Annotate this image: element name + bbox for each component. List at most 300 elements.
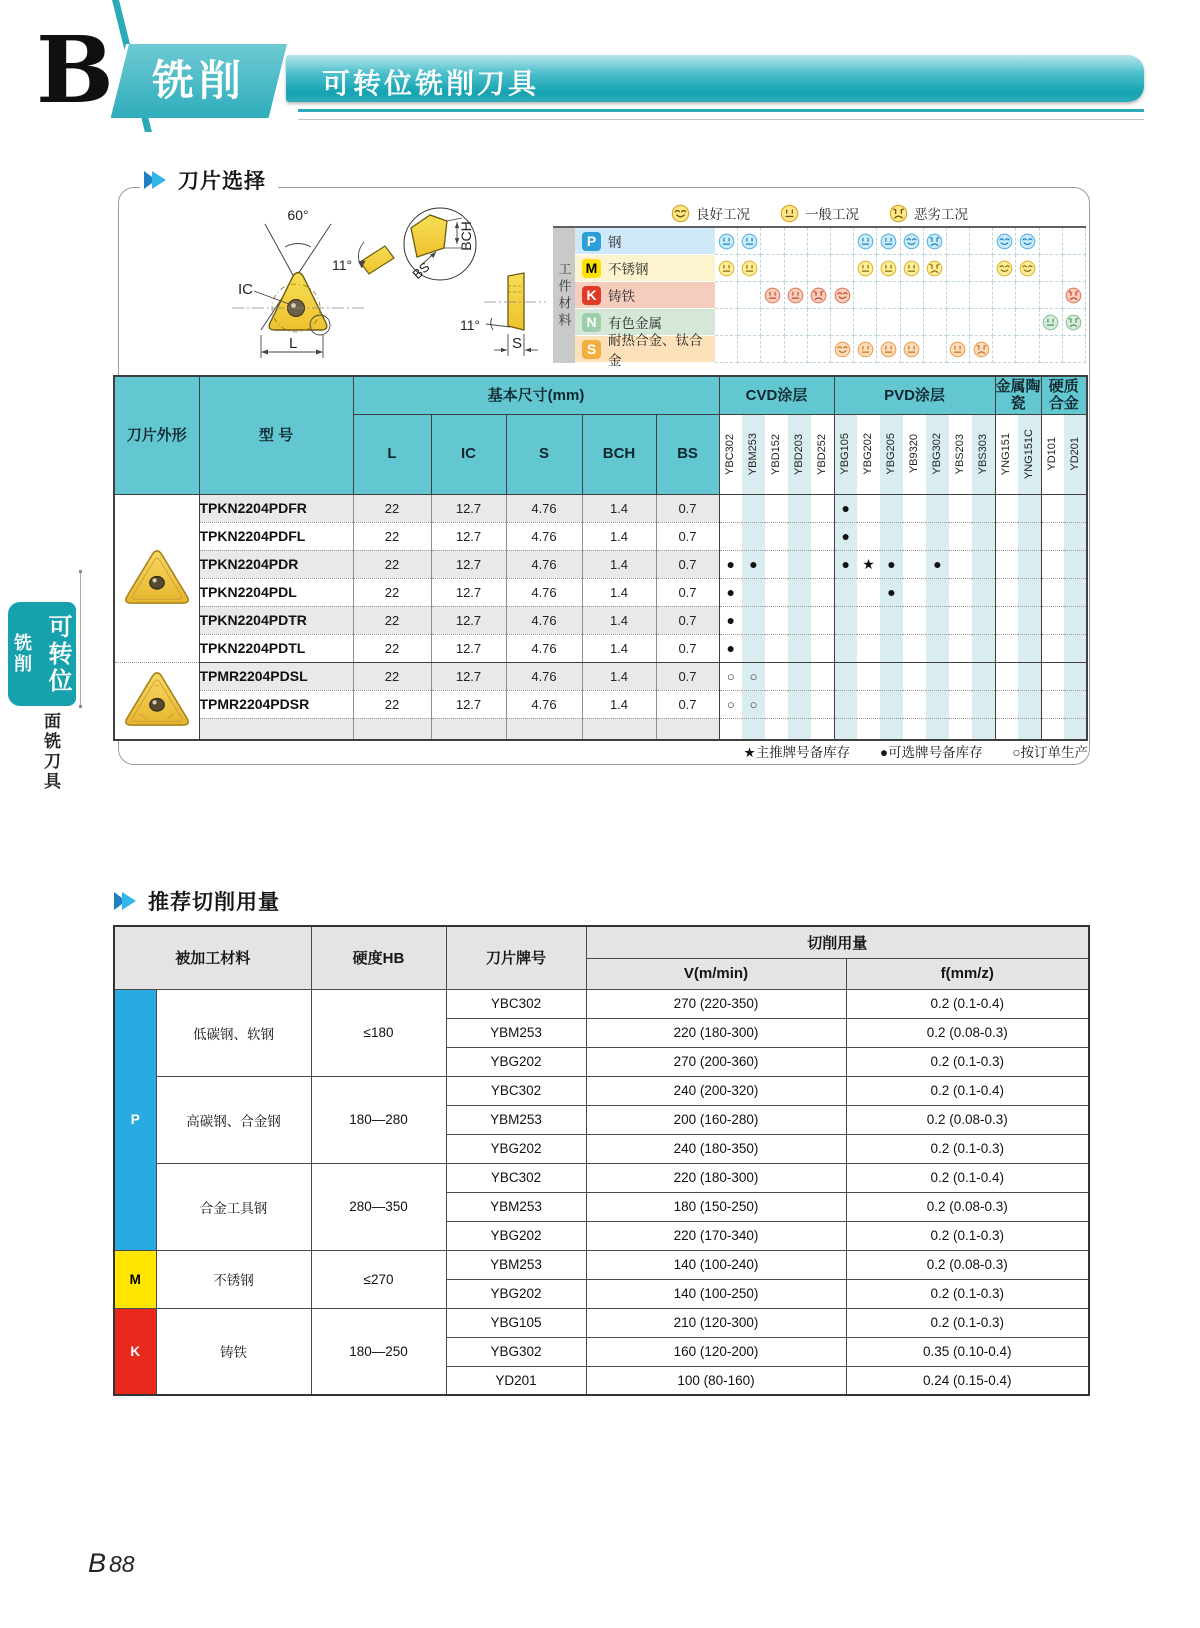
grade-availability-cell: [880, 662, 903, 690]
rating-cell: [785, 309, 808, 336]
grade-availability-cell: [972, 606, 995, 634]
grade-availability-cell: [834, 718, 857, 740]
rating-cell: [808, 228, 831, 255]
legend-item: [671, 203, 750, 223]
dimension-cell: 0.7: [656, 550, 719, 578]
rating-cell: [738, 228, 761, 255]
grade-availability-cell: [903, 606, 926, 634]
grade-availability-cell: [719, 578, 742, 606]
stock-legend: [113, 741, 1088, 761]
cutting-row: [114, 1076, 1089, 1105]
rating-cell: [854, 228, 877, 255]
cutting-row: [114, 1308, 1089, 1337]
grade-cell: YBG302: [446, 1337, 586, 1366]
grade-availability-cell: [742, 522, 765, 550]
grade-column-header: [765, 414, 788, 494]
grade-availability-cell: [995, 522, 1018, 550]
diagram-angle-11a: 11°: [332, 257, 353, 273]
speed-cell: 140 (100-250): [586, 1279, 846, 1308]
rating-cell: [1040, 309, 1063, 336]
column-header: 基本尺寸(mm): [353, 376, 719, 414]
grade-availability-cell: [972, 494, 995, 522]
sad-face-icon: [926, 260, 943, 277]
grade-availability-cell: [1064, 718, 1087, 740]
dimension-cell: 22: [353, 522, 431, 550]
iso-group-badge-K: K: [114, 1308, 156, 1395]
grade-availability-cell: [834, 634, 857, 662]
happy-face-icon: [996, 260, 1013, 277]
model-cell: [199, 718, 353, 740]
dimension-cell: 4.76: [506, 494, 582, 522]
column-header: V(m/min): [586, 958, 846, 989]
grade-label: YNG151C: [1022, 428, 1035, 480]
grade-column-header: [834, 414, 857, 494]
feed-cell: 0.2 (0.1-0.3): [846, 1308, 1089, 1337]
grade-column-header: [811, 414, 834, 494]
grade-availability-cell: [857, 634, 880, 662]
grade-availability-cell: [834, 606, 857, 634]
grade-availability-cell: [788, 578, 811, 606]
dimension-cell: 1.4: [582, 662, 656, 690]
grade-availability-cell: [719, 522, 742, 550]
sidebar-category: 面铣刀具: [41, 712, 60, 792]
grade-availability-cell: [972, 634, 995, 662]
insert-table: [113, 375, 1088, 741]
cutting-parameters-table: [113, 925, 1090, 1396]
rating-cell: [947, 336, 970, 363]
hardness-cell: 180—250: [311, 1308, 446, 1395]
double-chevron-icon: [142, 170, 170, 190]
insert-shape-image: [120, 666, 194, 730]
double-chevron-icon: [112, 891, 140, 911]
happy-face-icon: [1019, 233, 1036, 250]
stock-legend-star: ★主推牌号备库存: [743, 745, 851, 760]
grade-availability-cell: [1018, 718, 1041, 740]
dot-mark: ●: [726, 639, 735, 656]
rating-cell: [947, 255, 970, 282]
grade-availability-cell: [1018, 606, 1041, 634]
rating-cell: [831, 309, 854, 336]
rating-cell: [1063, 309, 1086, 336]
grade-column-header: [926, 414, 949, 494]
neutral-face-icon: [857, 260, 874, 277]
rating-cell: [993, 309, 1016, 336]
grade-availability-cell: [903, 522, 926, 550]
dimension-cell: 22: [353, 494, 431, 522]
dimension-cell: 4.76: [506, 690, 582, 718]
grade-label: YBS203: [954, 433, 966, 475]
rating-cell: [901, 282, 924, 309]
grade-availability-cell: [742, 606, 765, 634]
dimension-cell: 22: [353, 578, 431, 606]
rating-cell: [1016, 309, 1039, 336]
grade-availability-cell: [972, 522, 995, 550]
rating-cell: [877, 255, 900, 282]
category-box: [108, 44, 287, 118]
neutral-face-icon: [857, 341, 874, 358]
dimension-cell: 22: [353, 662, 431, 690]
model-cell: TPKN2204PDL: [199, 578, 353, 606]
grade-label: YBD152: [770, 433, 782, 475]
grade-availability-cell: [949, 690, 972, 718]
rating-cell: [831, 228, 854, 255]
dot-mark: ●: [726, 583, 735, 600]
feed-cell: 0.2 (0.1-0.4): [846, 1163, 1089, 1192]
rating-cell: [1016, 336, 1039, 363]
grade-availability-cell: [995, 662, 1018, 690]
dimension-cell: 4.76: [506, 634, 582, 662]
column-header: 硬质合金: [1041, 376, 1087, 414]
column-header: IC: [431, 414, 506, 494]
grade-availability-cell: [926, 550, 949, 578]
diagram-label-bs: BS: [409, 259, 433, 283]
grade-availability-cell: [903, 494, 926, 522]
column-header: CVD涂层: [719, 376, 834, 414]
rating-cell: [901, 309, 924, 336]
speed-cell: 180 (150-250): [586, 1192, 846, 1221]
grade-availability-cell: [719, 494, 742, 522]
material-cell: 低碳钢、软钢: [156, 989, 311, 1076]
grade-availability-cell: [719, 550, 742, 578]
grade-availability-cell: [880, 606, 903, 634]
grade-availability-cell: [788, 522, 811, 550]
material-cell: 不锈钢: [156, 1250, 311, 1308]
dot-mark: ●: [887, 583, 896, 600]
speed-cell: 270 (200-360): [586, 1047, 846, 1076]
grade-availability-cell: [719, 718, 742, 740]
grade-availability-cell: [880, 634, 903, 662]
dimension-cell: 22: [353, 606, 431, 634]
page-number: [88, 1548, 135, 1579]
header-rule-gray: [298, 119, 1144, 120]
grade-availability-cell: [1018, 494, 1041, 522]
feed-cell: 0.2 (0.1-0.4): [846, 1076, 1089, 1105]
sad-face-icon: [1065, 314, 1082, 331]
rating-cell: [901, 336, 924, 363]
grade-availability-cell: [903, 718, 926, 740]
dimension-cell: 0.7: [656, 494, 719, 522]
grade-cell: YBM253: [446, 1018, 586, 1047]
grade-cell: YBG202: [446, 1134, 586, 1163]
category-label: 铣削: [151, 57, 246, 104]
neutral-face-icon: [764, 287, 781, 304]
happy-face-icon: [1019, 260, 1036, 277]
grade-availability-cell: [903, 550, 926, 578]
rating-cell: [924, 228, 947, 255]
material-name: 不锈钢: [608, 262, 649, 277]
feed-cell: 0.2 (0.1-0.3): [846, 1047, 1089, 1076]
grade-availability-cell: [949, 718, 972, 740]
speed-cell: 220 (180-300): [586, 1163, 846, 1192]
rating-cell: [877, 228, 900, 255]
neutral-face-icon: [1042, 314, 1059, 331]
dimension-cell: 1.4: [582, 550, 656, 578]
neutral-face-icon: [718, 260, 735, 277]
dimension-cell: 12.7: [431, 634, 506, 662]
dimension-cell: 0.7: [656, 690, 719, 718]
grade-availability-cell: [1018, 662, 1041, 690]
grade-column-header: [719, 414, 742, 494]
grade-availability-cell: [857, 662, 880, 690]
rating-cell: [993, 282, 1016, 309]
material-row-label-S: [575, 333, 715, 368]
legend-label: 恶劣工况: [914, 207, 968, 222]
rating-cell: [831, 336, 854, 363]
grade-label: YBC302: [724, 433, 737, 475]
star-mark: ★: [862, 555, 875, 572]
material-row-label-M: [575, 255, 715, 281]
grade-availability-cell: [903, 634, 926, 662]
diagram-label-bch: BCH: [458, 221, 474, 251]
speed-cell: 100 (80-160): [586, 1366, 846, 1395]
section-insert-selection: [140, 165, 278, 195]
rating-cell: [1016, 255, 1039, 282]
rating-cell: [831, 255, 854, 282]
grade-availability-cell: [995, 550, 1018, 578]
grade-availability-cell: [742, 578, 765, 606]
rating-cell: [901, 255, 924, 282]
insert-shape-cell: [114, 662, 199, 740]
grade-cell: YBC302: [446, 989, 586, 1018]
grade-availability-cell: [949, 634, 972, 662]
dimension-cell: 12.7: [431, 662, 506, 690]
chapter-letter: B: [36, 16, 114, 124]
grade-availability-cell: [857, 606, 880, 634]
grade-availability-cell: [834, 522, 857, 550]
grade-availability-cell: [949, 494, 972, 522]
grade-availability-cell: [788, 606, 811, 634]
grade-availability-cell: [1041, 718, 1064, 740]
rating-cell: [785, 228, 808, 255]
sidebar-tab: [8, 602, 76, 706]
grade-availability-cell: [742, 662, 765, 690]
grade-availability-cell: [926, 634, 949, 662]
rating-cell: [715, 336, 738, 363]
feed-cell: 0.2 (0.1-0.3): [846, 1221, 1089, 1250]
dimension-cell: [431, 718, 506, 740]
grade-availability-cell: [834, 690, 857, 718]
sidebar-tab-main: 可转位: [44, 613, 71, 695]
rating-cell: [1063, 255, 1086, 282]
speed-cell: 200 (160-280): [586, 1105, 846, 1134]
insert-row: [114, 634, 1087, 662]
legend-item: [889, 203, 968, 223]
circle-mark: ○: [749, 696, 758, 712]
rating-cell: [808, 282, 831, 309]
cutting-row: [114, 1163, 1089, 1192]
grade-cell: YD201: [446, 1366, 586, 1395]
dimension-cell: 12.7: [431, 550, 506, 578]
grade-availability-cell: [1064, 578, 1087, 606]
grade-availability-cell: [926, 522, 949, 550]
rating-cell: [761, 336, 784, 363]
grade-availability-cell: [857, 718, 880, 740]
feed-cell: 0.2 (0.08-0.3): [846, 1018, 1089, 1047]
grade-column-header: [903, 414, 926, 494]
grade-availability-cell: [742, 550, 765, 578]
legend-label: 一般工况: [805, 207, 859, 222]
rating-cell: [924, 255, 947, 282]
grade-availability-cell: [719, 606, 742, 634]
grade-label: YBG205: [885, 433, 897, 475]
material-name: 钢: [608, 235, 622, 250]
grade-availability-cell: [880, 550, 903, 578]
sad-face-icon: [973, 341, 990, 358]
diagram-label-l: L: [289, 335, 298, 352]
material-badge-P: P: [582, 232, 601, 251]
rating-cell: [947, 309, 970, 336]
grade-availability-cell: [834, 662, 857, 690]
grade-availability-cell: [1018, 690, 1041, 718]
rating-cell: [947, 282, 970, 309]
feed-cell: 0.2 (0.08-0.3): [846, 1250, 1089, 1279]
header-bar: [286, 55, 1144, 102]
material-name: 耐热合金、钛合金: [608, 333, 703, 368]
grade-availability-cell: [719, 662, 742, 690]
dimension-cell: 4.76: [506, 606, 582, 634]
insert-dimension-diagram: [140, 196, 555, 364]
dimension-cell: 0.7: [656, 522, 719, 550]
rating-cell: [970, 282, 993, 309]
grade-label: YBG202: [862, 433, 874, 475]
sad-face-icon: [1065, 287, 1082, 304]
dimension-cell: 12.7: [431, 494, 506, 522]
grade-availability-cell: [788, 550, 811, 578]
rating-cell: [738, 255, 761, 282]
rating-cell: [970, 336, 993, 363]
dimension-cell: [506, 718, 582, 740]
rating-cell: [1016, 228, 1039, 255]
column-header: PVD涂层: [834, 376, 995, 414]
grade-availability-cell: [719, 634, 742, 662]
feed-cell: 0.24 (0.15-0.4): [846, 1366, 1089, 1395]
column-header: BCH: [582, 414, 656, 494]
diagram-label-ic: IC: [238, 281, 253, 298]
rating-cell: [761, 282, 784, 309]
insert-shape-cell: [114, 494, 199, 662]
dot-mark: ●: [726, 611, 735, 628]
speed-cell: 220 (180-300): [586, 1018, 846, 1047]
grade-availability-cell: [926, 494, 949, 522]
grade-label: YBD203: [793, 433, 805, 475]
neutral-face-icon: [718, 233, 735, 250]
rating-cell: [785, 336, 808, 363]
workpiece-material-axis-label: 工件材料: [553, 228, 575, 363]
column-header: BS: [656, 414, 719, 494]
rating-cell: [1063, 336, 1086, 363]
insert-row: [114, 578, 1087, 606]
dot-mark: ●: [887, 555, 896, 572]
grade-availability-cell: [742, 718, 765, 740]
grade-availability-cell: [1041, 522, 1064, 550]
rating-cell: [854, 282, 877, 309]
dimension-cell: 12.7: [431, 690, 506, 718]
column-header: 被加工材料: [114, 926, 311, 989]
column-header: 刀片外形: [114, 376, 199, 494]
model-cell: TPKN2204PDFL: [199, 522, 353, 550]
grade-column-header: [995, 414, 1018, 494]
grade-availability-cell: [811, 662, 834, 690]
happy-face-icon: [834, 341, 851, 358]
grade-availability-cell: [788, 690, 811, 718]
grade-availability-cell: [811, 634, 834, 662]
insert-row: [114, 718, 1087, 740]
rating-cell: [808, 255, 831, 282]
rating-cell: [924, 309, 947, 336]
grade-availability-cell: [1041, 550, 1064, 578]
column-header: L: [353, 414, 431, 494]
grade-availability-cell: [811, 718, 834, 740]
dimension-cell: [656, 718, 719, 740]
condition-legend: [671, 200, 1086, 226]
model-cell: TPKN2204PDR: [199, 550, 353, 578]
grade-availability-cell: [949, 606, 972, 634]
grade-availability-cell: [972, 718, 995, 740]
column-header: 切削用量: [586, 926, 1089, 958]
grade-availability-cell: [834, 578, 857, 606]
grade-availability-cell: [1018, 522, 1041, 550]
dimension-cell: 1.4: [582, 606, 656, 634]
grade-availability-cell: [811, 494, 834, 522]
grade-availability-cell: [765, 606, 788, 634]
stock-legend-dot: ●可选牌号备库存: [879, 745, 983, 760]
section-cutting-parameters: [110, 886, 292, 916]
cutting-row: [114, 989, 1089, 1018]
rating-cell: [877, 336, 900, 363]
rating-cell: [715, 255, 738, 282]
page-number-letter: B: [88, 1548, 107, 1578]
rating-cell: [808, 336, 831, 363]
speed-cell: 240 (180-350): [586, 1134, 846, 1163]
grade-cell: YBC302: [446, 1163, 586, 1192]
neutral-face-icon: [903, 260, 920, 277]
neutral-face-icon: [880, 233, 897, 250]
speed-cell: 140 (100-240): [586, 1250, 846, 1279]
dimension-cell: 1.4: [582, 522, 656, 550]
rating-cell: [993, 336, 1016, 363]
grade-column-header: [1064, 414, 1087, 494]
dot-mark: ●: [841, 499, 850, 516]
neutral-face-icon: [780, 204, 799, 223]
insert-row: [114, 494, 1087, 522]
grade-availability-cell: [949, 578, 972, 606]
grade-availability-cell: [880, 578, 903, 606]
column-header: S: [506, 414, 582, 494]
diagram-angle-60: 60°: [287, 207, 309, 223]
dimension-cell: 4.76: [506, 578, 582, 606]
grade-availability-cell: [995, 690, 1018, 718]
hardness-cell: 280—350: [311, 1163, 446, 1250]
hardness-cell: ≤180: [311, 989, 446, 1076]
diagram-angle-11b: 11°: [460, 317, 481, 333]
grade-availability-cell: [765, 578, 788, 606]
hardness-cell: ≤270: [311, 1250, 446, 1308]
dimension-cell: 12.7: [431, 522, 506, 550]
dimension-cell: 4.76: [506, 550, 582, 578]
dimension-cell: [582, 718, 656, 740]
model-cell: TPKN2204PDTL: [199, 634, 353, 662]
grade-availability-cell: [834, 494, 857, 522]
section-title: 刀片选择: [178, 170, 266, 193]
model-cell: TPMR2204PDSR: [199, 690, 353, 718]
grade-availability-cell: [903, 690, 926, 718]
dimension-cell: 0.7: [656, 578, 719, 606]
rating-cell: [924, 336, 947, 363]
sad-face-icon: [810, 287, 827, 304]
grade-availability-cell: [788, 662, 811, 690]
grade-availability-cell: [1041, 494, 1064, 522]
model-cell: TPKN2204PDTR: [199, 606, 353, 634]
